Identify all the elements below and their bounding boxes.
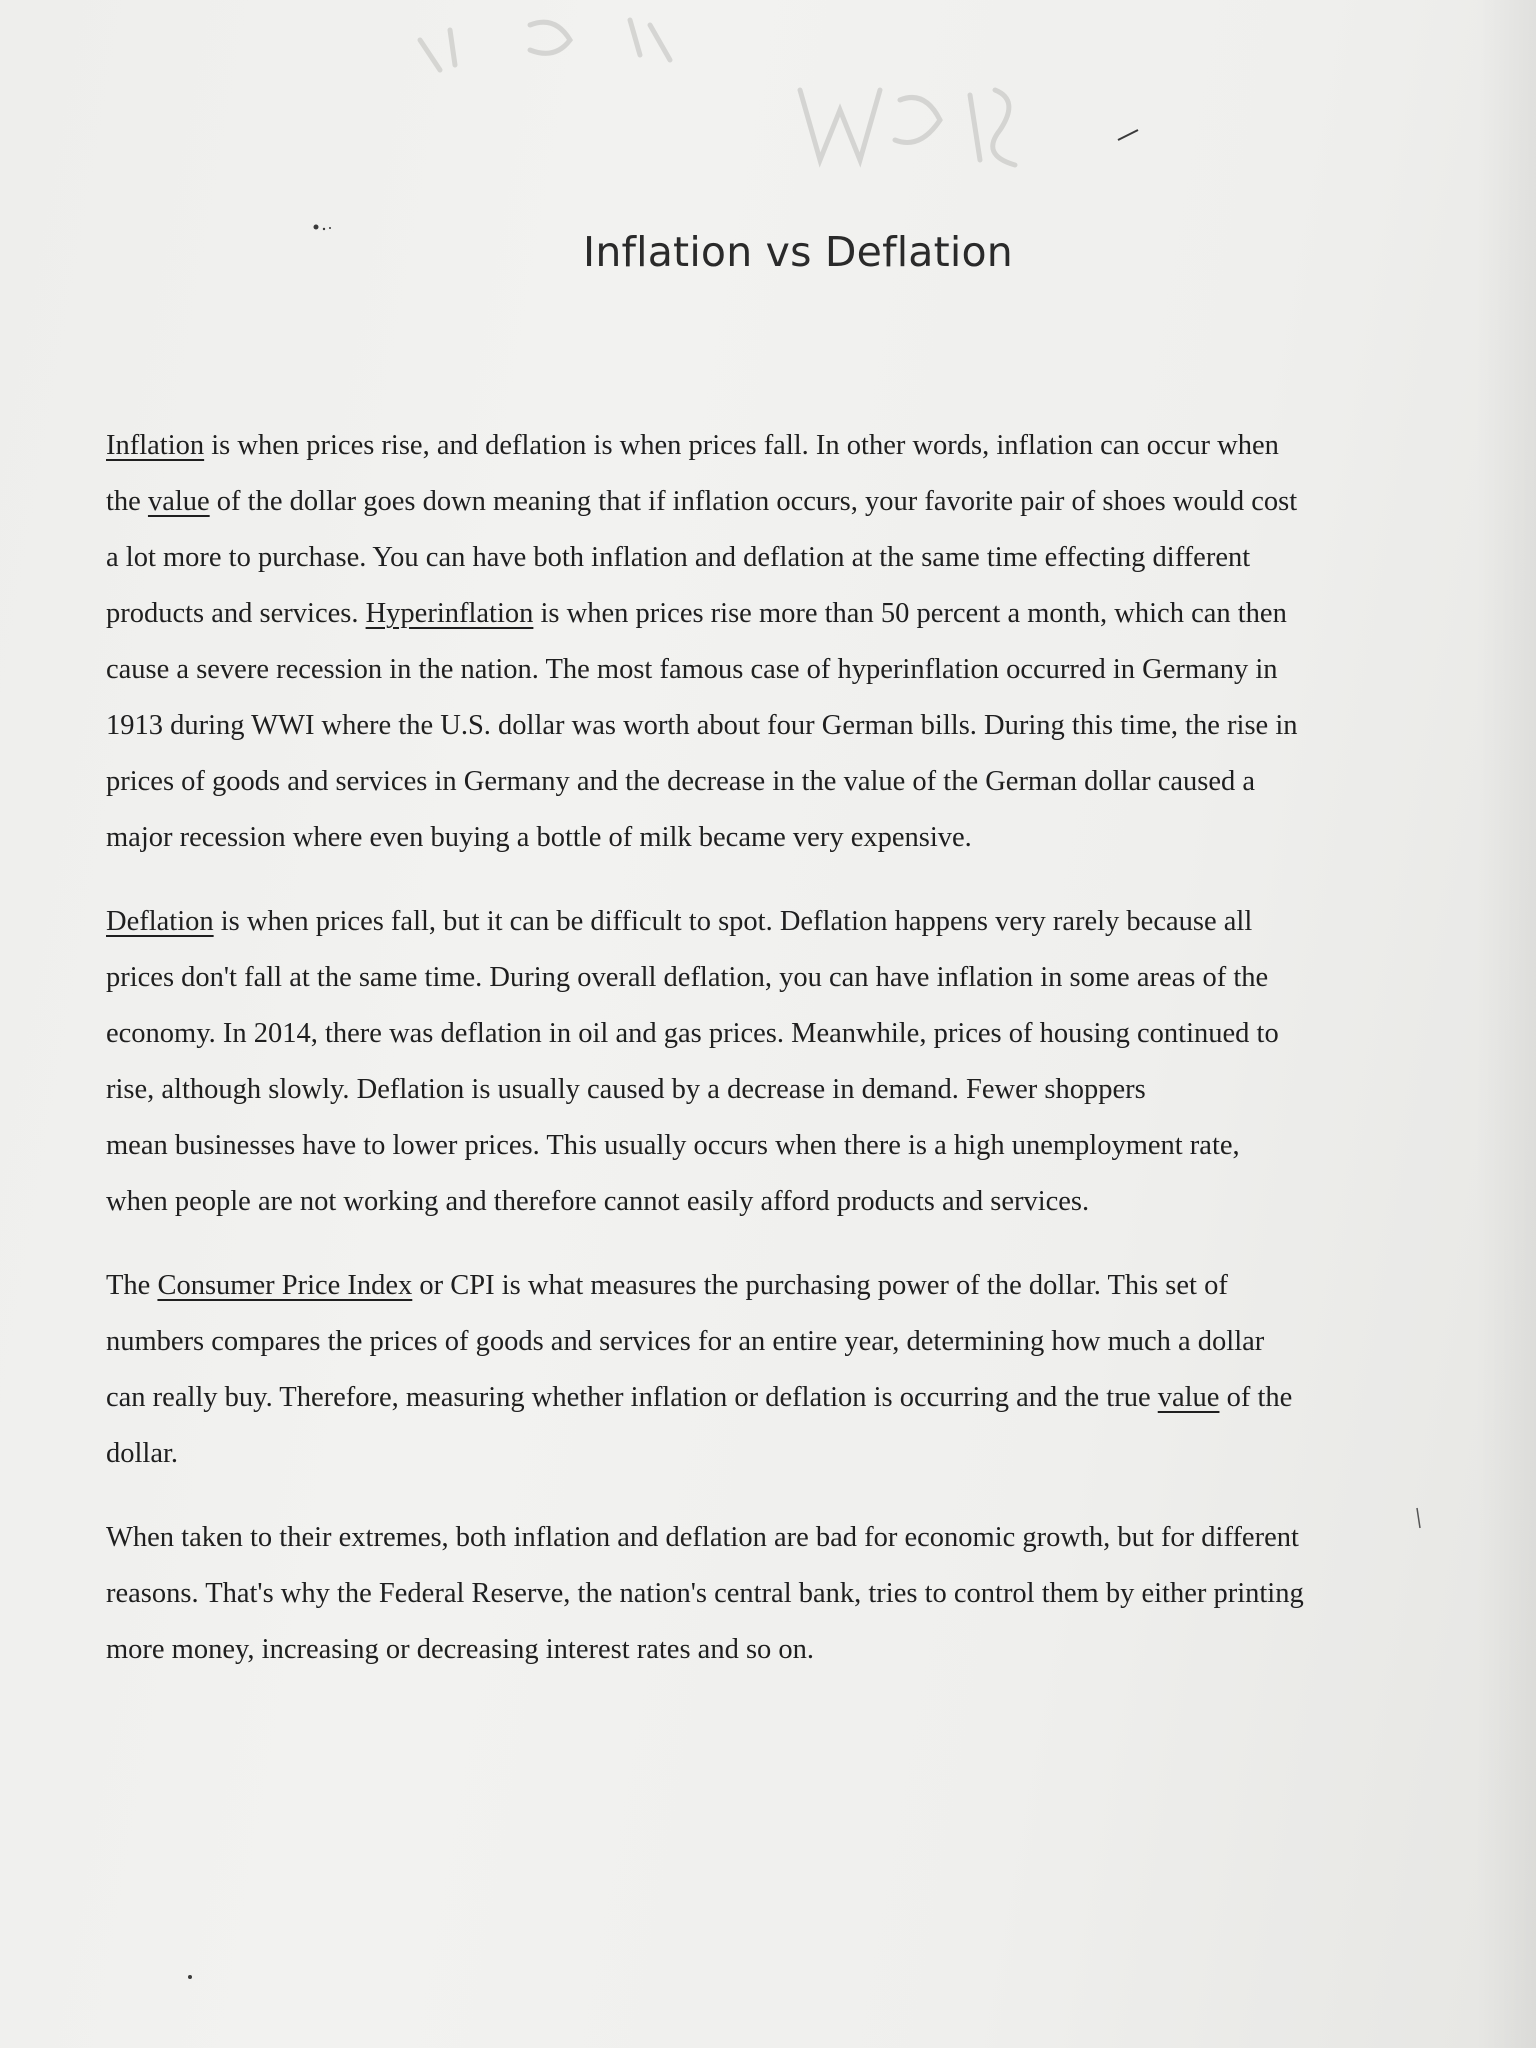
text-segment: major recession where even buying a bottle of milk became very expensive. bbox=[106, 822, 972, 853]
text-segment: prices don't fall at the same time. During overall deflation, you can have inflation in some areas of the bbox=[106, 962, 1269, 993]
text-line bbox=[106, 1314, 1496, 1370]
underlined-term: value bbox=[1157, 1382, 1220, 1413]
document-body bbox=[106, 418, 1496, 1678]
text-segment: products and services. bbox=[106, 598, 366, 629]
text-segment: of the bbox=[1219, 1382, 1293, 1413]
text-line bbox=[106, 754, 1496, 810]
text-line bbox=[106, 894, 1496, 950]
text-line bbox=[106, 698, 1496, 754]
underlined-term: Deflation bbox=[106, 906, 214, 937]
text-line bbox=[106, 586, 1496, 642]
document-title: Inflation vs Deflation bbox=[583, 228, 1013, 276]
text-line bbox=[106, 1006, 1496, 1062]
text-line bbox=[106, 1426, 1496, 1482]
text-line bbox=[106, 1510, 1496, 1566]
paragraph bbox=[106, 1258, 1496, 1482]
text-segment: or CPI is what measures the purchasing power of the dollar. This set of bbox=[412, 1270, 1228, 1301]
text-line bbox=[106, 810, 1496, 866]
text-segment: when people are not working and therefore cannot easily afford products and services. bbox=[106, 1186, 1090, 1217]
text-line bbox=[106, 1258, 1496, 1314]
text-segment: is when prices fall, but it can be difficult to spot. Deflation happens very rarely because all bbox=[213, 906, 1253, 937]
text-segment: The bbox=[106, 1270, 158, 1301]
bleed-through-marks bbox=[380, 0, 1080, 190]
text-segment: economy. In 2014, there was deflation in oil and gas prices. Meanwhile, prices of housing continued to bbox=[106, 1018, 1279, 1049]
paragraph-gap bbox=[106, 1482, 1496, 1510]
text-segment: prices of goods and services in Germany and the decrease in the value of the German dollar caused a bbox=[106, 766, 1256, 797]
text-segment: cause a severe recession in the nation. The most famous case of hyperinflation occurred in Germany in bbox=[106, 654, 1278, 685]
text-segment: is when prices rise, and deflation is when prices fall. In other words, inflation can occur when bbox=[204, 430, 1279, 461]
underlined-term: Inflation bbox=[106, 430, 205, 461]
text-segment: When taken to their extremes, both inflation and deflation are bad for economic growth, but for different bbox=[106, 1522, 1299, 1553]
text-line bbox=[106, 1566, 1496, 1622]
paragraph-gap bbox=[106, 866, 1496, 894]
text-segment: mean businesses have to lower prices. This usually occurs when there is a high unemployment rate, bbox=[106, 1130, 1240, 1161]
text-line bbox=[106, 1622, 1496, 1678]
text-segment: is when prices rise more than 50 percent a month, which can then bbox=[533, 598, 1287, 629]
text-segment: a lot more to purchase. You can have both inflation and deflation at the same time effecting different bbox=[106, 542, 1251, 573]
text-segment: reasons. That's why the Federal Reserve, the nation's central bank, tries to control them by either printing bbox=[106, 1578, 1304, 1609]
text-segment: of the dollar goes down meaning that if inflation occurs, your favorite pair of shoes would cost bbox=[209, 486, 1298, 517]
text-segment: 1913 during WWI where the U.S. dollar was worth about four German bills. During this time, the rise in bbox=[106, 710, 1298, 741]
text-line bbox=[106, 950, 1496, 1006]
text-line bbox=[106, 530, 1496, 586]
text-line bbox=[106, 1062, 1496, 1118]
text-line bbox=[106, 1118, 1496, 1174]
text-segment: can really buy. Therefore, measuring whether inflation or deflation is occurring and the true bbox=[106, 1382, 1158, 1413]
text-segment: rise, although slowly. Deflation is usually caused by a decrease in demand. Fewer shoppers bbox=[106, 1074, 1146, 1105]
underlined-term: Hyperinflation bbox=[365, 598, 534, 629]
text-segment: dollar. bbox=[106, 1438, 179, 1469]
text-segment: the bbox=[106, 486, 148, 517]
paragraph bbox=[106, 894, 1496, 1230]
text-line bbox=[106, 1174, 1496, 1230]
text-line bbox=[106, 642, 1496, 698]
underlined-term: Consumer Price Index bbox=[157, 1270, 413, 1301]
paragraph bbox=[106, 1510, 1496, 1678]
paragraph-gap bbox=[106, 1230, 1496, 1258]
underlined-term: value bbox=[147, 486, 210, 517]
text-segment: more money, increasing or decreasing interest rates and so on. bbox=[106, 1634, 815, 1665]
text-segment: numbers compares the prices of goods and services for an entire year, determining how much a dollar bbox=[106, 1326, 1265, 1357]
text-line bbox=[106, 474, 1496, 530]
text-line bbox=[106, 418, 1496, 474]
text-line bbox=[106, 1370, 1496, 1426]
paragraph bbox=[106, 418, 1496, 866]
